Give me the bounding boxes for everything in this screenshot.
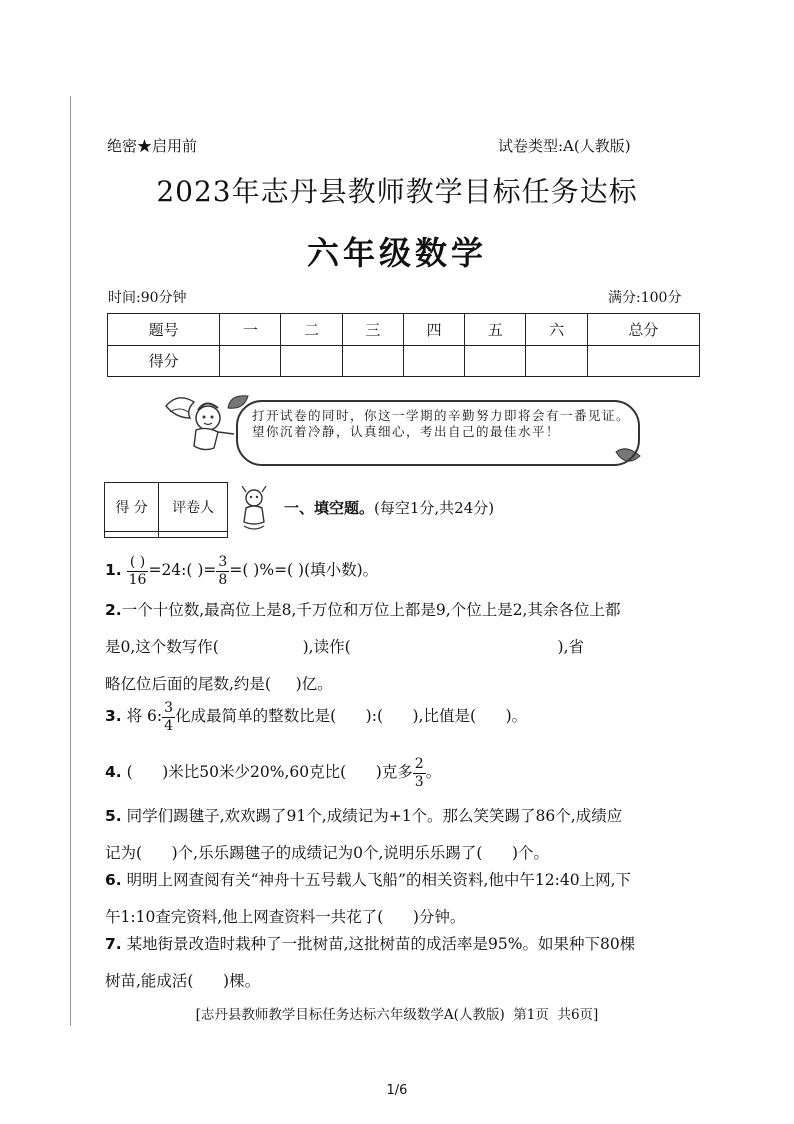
page-footer: [志丹县教师教学目标任务达标六年级数学A(人教版) 第1页 共6页] [195,1007,599,1023]
question-text: 一个十位数,最高位上是8,千万位和万位上都是9,个位上是2,其余各位上都 [121,601,621,619]
question-text: =24:( )= [148,561,217,579]
question-6 [105,862,705,936]
score-header-cell: 三 [342,314,403,346]
question-text: 记为( )个,乐乐踢毽子的成绩记为0个,说明乐乐踢了( )个。 [105,844,550,862]
score-header-cell: 一 [220,314,281,346]
score-header-cell: 题号 [108,314,220,346]
question-text: 略亿位后面的尾数,约是( )亿。 [105,675,333,693]
fraction-numerator: 2 [414,755,424,772]
fraction-denominator: 4 [164,717,174,734]
fraction [127,554,149,589]
secret-label: 绝密★启用前 [107,137,198,155]
paper-type-label: 试卷类型:A(人教版) [498,137,631,155]
score-cell[interactable] [220,345,281,377]
encouragement-text: 打开试卷的同时，你这一学期的辛勤努力即将会有一番见证。望你沉着冷静，认真细心，考出自己的最佳水平！ [252,408,631,439]
question-number: 4. [105,763,122,781]
question-number: 5. [105,807,122,825]
fraction [162,700,175,735]
score-header-cell: 四 [403,314,464,346]
score-cell[interactable] [342,345,403,377]
mascot-icon [234,486,274,532]
score-header-cell: 二 [281,314,342,346]
question-text: ( )米比50米少20%,60克比( )克多 [126,763,413,781]
question-number: 3. [105,707,122,725]
question-text: 化成最简单的整数比是( ):( ),比值是( )。 [175,707,528,725]
question-number: 1. [105,561,122,579]
question-text: =( )%=( )(填小数)。 [229,561,379,579]
score-cell[interactable] [465,345,526,377]
fraction-denominator: 3 [414,773,424,790]
fraction [216,554,229,589]
question-text: 明明上网查阅有关“神舟十五号载人飞船”的相关资料,他中午12:40上网,下 [126,871,631,889]
question-1 [105,552,705,589]
score-header-cell: 六 [526,314,587,346]
question-7 [105,926,705,1000]
question-5 [105,798,705,872]
grade-score-cell[interactable] [105,531,159,537]
score-cell[interactable] [526,345,587,377]
exam-title: 2023年志丹县教师教学目标任务达标 [156,175,638,208]
score-table [107,313,700,377]
question-text: 树苗,能成活( )棵。 [105,972,261,990]
question-text: 将 6: [126,707,163,725]
fraction-denominator: 8 [218,571,228,588]
section-1-title: 一、填空题。 [284,499,375,517]
question-text: 某地街景改造时栽种了一批树苗,这批树苗的成活率是95%。如果种下80棵 [126,935,636,953]
score-table-score-row [108,345,700,377]
section-1-heading [284,497,494,518]
question-text: 同学们踢毽子,欢欢踢了91个,成绩记为+1个。那么笑笑踢了86个,成绩应 [126,807,623,825]
exam-subtitle: 六年级数学 [306,234,487,272]
question-text: 午1:10查完资料,他上网查资料一共花了( )分钟。 [105,908,466,926]
fraction-numerator: 3 [218,553,228,570]
question-number: 6. [105,871,122,889]
grade-grader-cell[interactable] [159,531,228,537]
score-cell[interactable] [281,345,342,377]
grade-score-label: 得 分 [105,483,159,532]
score-header-cell: 总分 [587,314,699,346]
score-row-label: 得分 [108,345,220,377]
grade-box [104,482,228,538]
question-2 [105,592,705,703]
score-header-cell: 五 [465,314,526,346]
question-text: 是0,这个数写作( ),读作( ),省 [105,638,585,656]
full-score-label: 满分:100分 [608,290,682,306]
grade-grader-label: 评卷人 [159,483,228,532]
score-table-header-row [108,314,700,346]
fraction [413,756,426,791]
question-text: 。 [425,763,442,781]
score-cell[interactable] [587,345,699,377]
time-label: 时间:90分钟 [108,290,187,306]
question-number: 2. [105,601,122,619]
section-1-note: (每空1分,共24分) [374,499,495,517]
score-cell[interactable] [403,345,464,377]
question-3 [105,698,705,735]
fraction-denominator: 16 [128,571,147,588]
question-number: 7. [105,935,122,953]
page-number: 1/6 [386,1083,408,1098]
fraction-numerator[interactable]: ( ) [127,554,149,572]
question-4 [105,754,705,791]
fraction-numerator: 3 [164,699,174,716]
